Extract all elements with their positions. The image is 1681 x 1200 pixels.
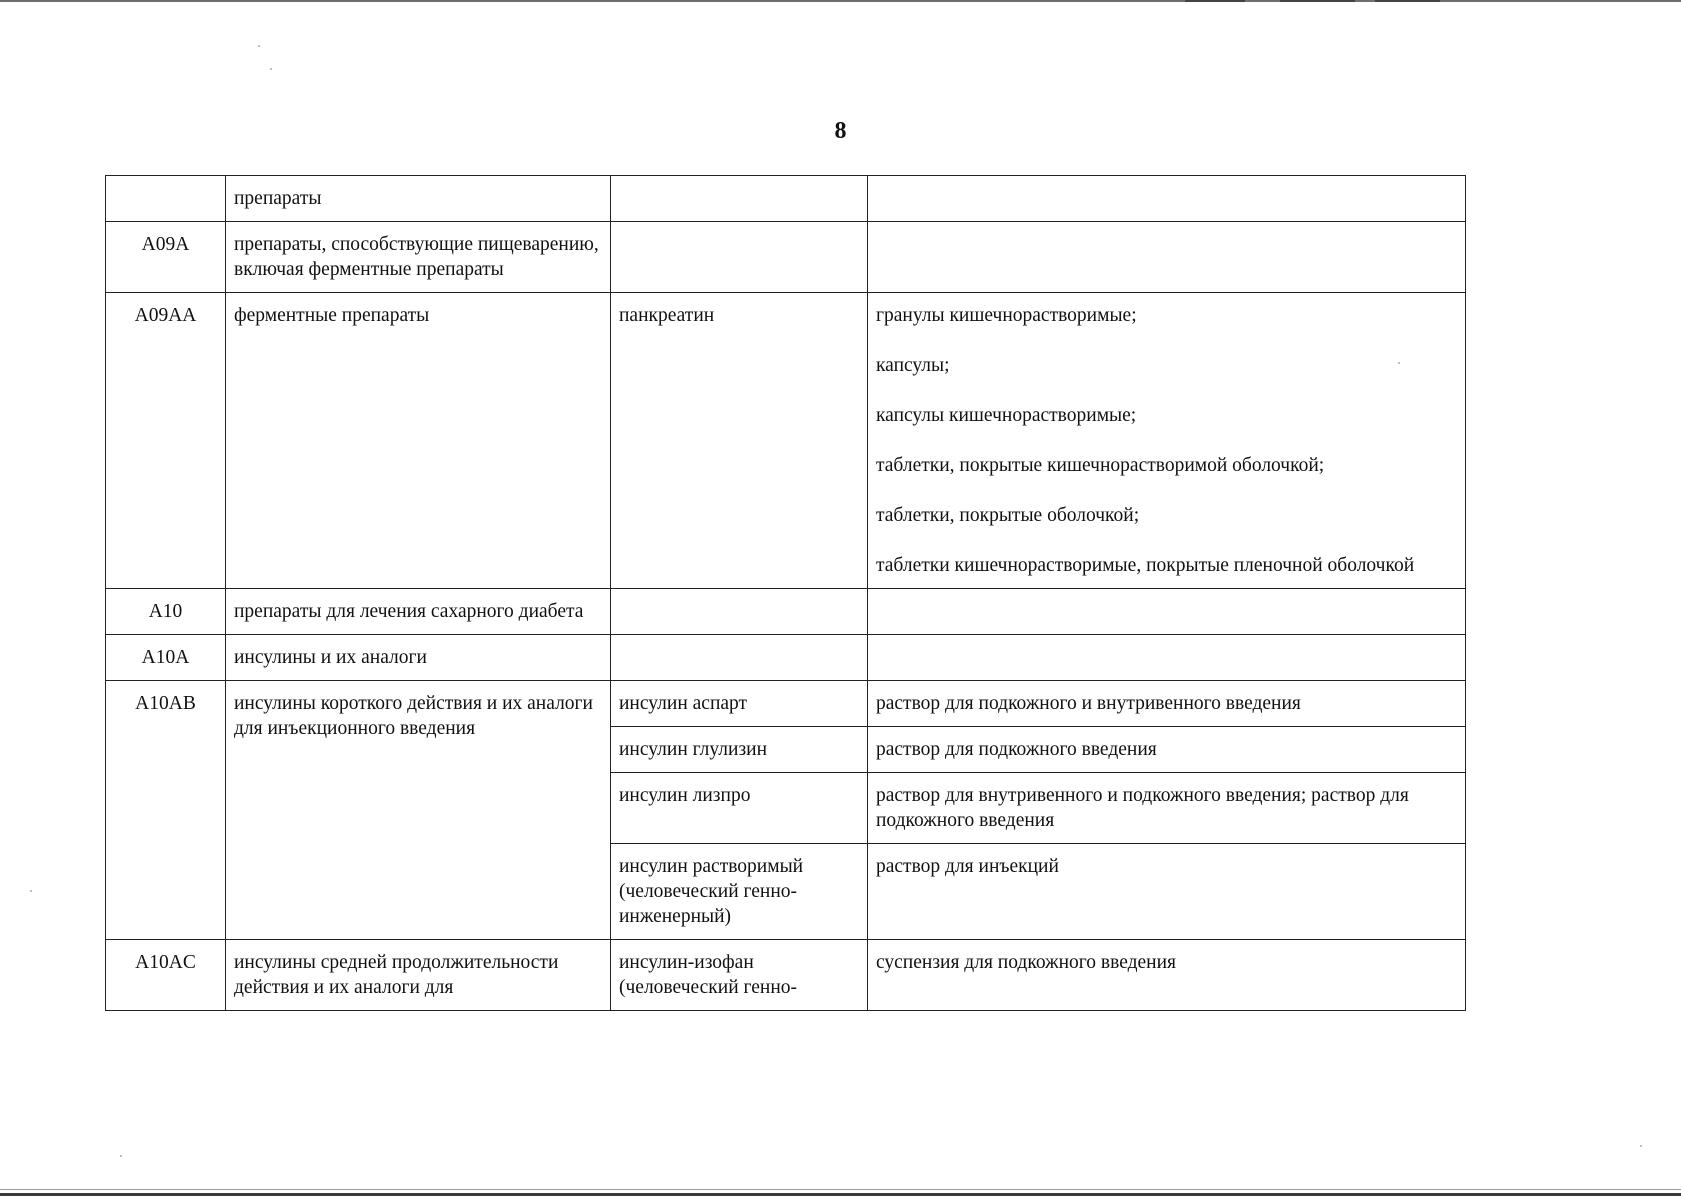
dosage-forms-cell (868, 635, 1466, 681)
dosage-forms-cell (868, 222, 1466, 293)
dosage-forms-cell (868, 293, 1466, 589)
dosage-form-item: таблетки кишечнорастворимые, покрытые пленочной оболочкой (876, 555, 1415, 576)
substance-cell: инсулин растворимый (человеческий генно-инженерный) (611, 844, 868, 940)
table-row (106, 293, 1466, 589)
scan-speck (1398, 362, 1400, 364)
scan-edge-bottom-thin (0, 1189, 1681, 1190)
atc-code-cell: A10AC (106, 940, 226, 1011)
scan-speck (258, 45, 260, 47)
atc-code-cell: A10AB (106, 681, 226, 940)
scan-speck (30, 890, 32, 892)
scan-edge-top-fragment (1185, 0, 1245, 2)
table-row (106, 635, 1466, 681)
dosage-forms-cell (868, 589, 1466, 635)
atc-group-name-cell: инсулины средней продолжительности действия и их аналоги для (226, 940, 611, 1011)
atc-group-name-cell: препараты (226, 176, 611, 222)
substance-cell: инсулин глулизин (611, 727, 868, 773)
atc-group-name-cell: препараты, способствующие пищеварению, включая ферментные препараты (226, 222, 611, 293)
dosage-forms-cell (868, 681, 1466, 727)
table-row (106, 176, 1466, 222)
dosage-form-item: капсулы; (876, 355, 950, 376)
dosage-form-item: раствор для подкожного введения (876, 739, 1157, 760)
scan-edge-top-fragment (1280, 0, 1355, 2)
dosage-form-item: раствор для подкожного и внутривенного введения (876, 693, 1301, 714)
substance-cell: инсулин аспарт (611, 681, 868, 727)
dosage-forms-cell (868, 176, 1466, 222)
table-row (106, 589, 1466, 635)
dosage-form-item: таблетки, покрытые оболочкой; (876, 505, 1140, 526)
dosage-forms-cell (868, 727, 1466, 773)
dosage-form-item: таблетки, покрытые кишечнорастворимой оболочкой; (876, 455, 1325, 476)
substance-cell (611, 635, 868, 681)
atc-group-name-cell: препараты для лечения сахарного диабета (226, 589, 611, 635)
scan-speck (120, 1155, 122, 1157)
atc-code-cell: A09A (106, 222, 226, 293)
dosage-forms-cell (868, 844, 1466, 940)
page-number: 8 (834, 118, 847, 144)
atc-group-name-cell: инсулины и их аналоги (226, 635, 611, 681)
substance-cell (611, 222, 868, 293)
atc-code-cell: A10A (106, 635, 226, 681)
dosage-form-item: суспензия для подкожного введения (876, 952, 1177, 973)
scan-edge-bottom (0, 1193, 1681, 1196)
substance-cell: инсулин-изофан (человеческий генно- (611, 940, 868, 1011)
dosage-form-item: раствор для внутривенного и подкожного введения; раствор для подкожного введения (876, 785, 1409, 831)
substance-cell: панкреатин (611, 293, 868, 589)
atc-code-cell (106, 176, 226, 222)
dosage-form-item: гранулы кишечнорастворимые; (876, 305, 1137, 326)
atc-code-cell: A10 (106, 589, 226, 635)
table-row (106, 222, 1466, 293)
atc-group-name-cell: ферментные препараты (226, 293, 611, 589)
medicines-table (105, 175, 1466, 1011)
table-row (106, 681, 1466, 727)
scan-edge-top-fragment (1375, 0, 1440, 2)
substance-cell (611, 176, 868, 222)
table-row (106, 940, 1466, 1011)
substance-cell: инсулин лизпро (611, 773, 868, 844)
table-body (106, 176, 1466, 1011)
atc-code-cell: A09AA (106, 293, 226, 589)
scan-speck (270, 68, 272, 70)
dosage-form-item: раствор для инъекций (876, 856, 1059, 877)
dosage-form-item: капсулы кишечнорастворимые; (876, 405, 1137, 426)
atc-group-name-cell: инсулины короткого действия и их аналоги для инъекционного введения (226, 681, 611, 940)
dosage-forms-cell (868, 940, 1466, 1011)
substance-cell (611, 589, 868, 635)
scan-speck (1640, 1145, 1642, 1147)
dosage-forms-cell (868, 773, 1466, 844)
